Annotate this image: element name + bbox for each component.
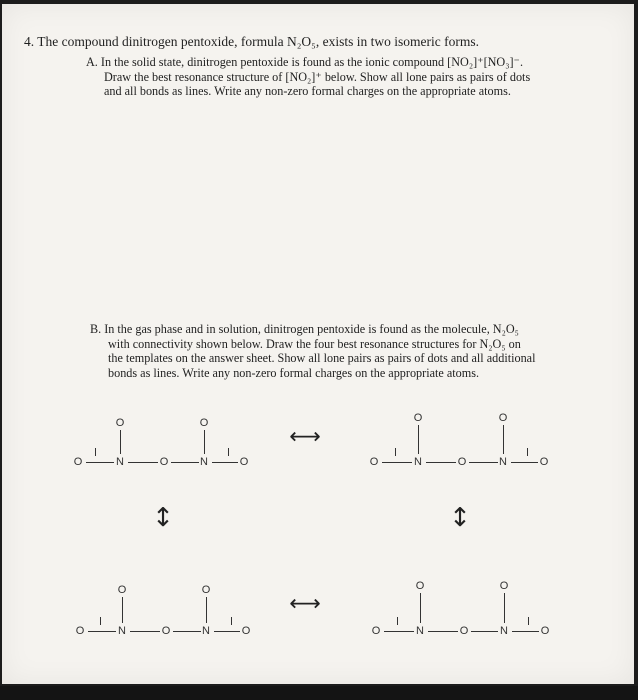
bond-line xyxy=(512,631,539,632)
nitrogen-atom: N xyxy=(200,456,208,468)
bond-line xyxy=(120,430,121,454)
oxygen-atom: O xyxy=(371,625,381,637)
oxygen-atom: O xyxy=(241,625,251,637)
oxygen-atom: O xyxy=(115,417,125,429)
bond-line xyxy=(428,631,458,632)
part-b-line-2: with connectivity shown below. Draw the four best resonance structures for N₂O₅ on xyxy=(108,336,521,351)
nitrogen-atom: N xyxy=(116,456,124,468)
bond-tick xyxy=(527,448,528,456)
bond-line xyxy=(171,462,199,463)
question-title: 4. The compound dinitrogen pentoxide, formula N₂O₅, exists in two isomeric forms. xyxy=(24,34,479,49)
oxygen-atom: O xyxy=(540,625,550,637)
bond-line xyxy=(212,462,238,463)
bond-tick xyxy=(100,617,101,625)
nitrogen-atom: N xyxy=(118,625,126,637)
part-b-text xyxy=(90,322,590,380)
oxygen-atom: O xyxy=(499,580,509,592)
bond-tick xyxy=(528,617,529,625)
part-a-line-1: A. In the solid state, dinitrogen pentoxide is found as the ionic compound [NO₂]⁺[NO₃]⁻. xyxy=(86,55,524,69)
oxygen-atom: O xyxy=(161,625,171,637)
bond-line xyxy=(469,462,498,463)
resonance-arrow-vertical: ↕ xyxy=(152,503,174,533)
bond-line xyxy=(418,425,419,454)
resonance-arrow-horizontal: ⟷ xyxy=(289,424,321,450)
nitrogen-atom: N xyxy=(202,625,210,637)
oxygen-atom: O xyxy=(117,584,127,596)
nitrogen-atom: N xyxy=(416,625,424,637)
oxygen-atom: O xyxy=(75,625,85,637)
bond-line xyxy=(382,462,412,463)
photo-bottom-edge xyxy=(0,686,638,700)
bond-line xyxy=(426,462,456,463)
nitrogen-atom: N xyxy=(414,456,422,468)
bond-line xyxy=(128,462,158,463)
bond-line xyxy=(511,462,538,463)
oxygen-atom: O xyxy=(413,412,423,424)
oxygen-atom: O xyxy=(239,456,249,468)
bond-line xyxy=(204,430,205,454)
resonance-arrow-horizontal: ⟷ xyxy=(289,591,321,617)
resonance-arrow-vertical: ↕ xyxy=(449,503,471,533)
bond-tick xyxy=(395,448,396,456)
bond-line xyxy=(503,425,504,454)
oxygen-atom: O xyxy=(199,417,209,429)
bond-line xyxy=(88,631,116,632)
bond-line xyxy=(420,593,421,623)
part-a-text xyxy=(86,55,586,99)
bond-line xyxy=(206,597,207,623)
oxygen-atom: O xyxy=(73,456,83,468)
bond-line xyxy=(504,593,505,623)
part-a-line-3: and all bonds as lines. Write any non-zero formal charges on the appropriate atoms. xyxy=(104,84,511,99)
bond-line xyxy=(471,631,498,632)
part-a-line-2: Draw the best resonance structure of [NO₂]⁺ below. Show all lone pairs as pairs of dots xyxy=(104,69,531,84)
oxygen-atom: O xyxy=(159,456,169,468)
oxygen-atom: O xyxy=(498,412,508,424)
part-b-line-3: the templates on the answer sheet. Show all lone pairs as pairs of dots and all additional xyxy=(108,351,536,366)
bond-line xyxy=(384,631,414,632)
bond-tick xyxy=(95,448,96,456)
nitrogen-atom: N xyxy=(499,456,507,468)
part-b-line-4: bonds as lines. Write any non-zero formal charges on the appropriate atoms. xyxy=(108,365,480,380)
oxygen-atom: O xyxy=(369,456,379,468)
bond-tick xyxy=(231,617,232,625)
bond-tick xyxy=(397,617,398,625)
oxygen-atom: O xyxy=(459,625,469,637)
oxygen-atom: O xyxy=(539,456,549,468)
bond-line xyxy=(86,462,114,463)
bond-tick xyxy=(228,448,229,456)
part-b-line-1: B. In the gas phase and in solution, dinitrogen pentoxide is found as the molecule, N₂O₅ xyxy=(90,322,519,336)
bond-line xyxy=(214,631,240,632)
nitrogen-atom: N xyxy=(500,625,508,637)
bond-line xyxy=(122,597,123,623)
oxygen-atom: O xyxy=(415,580,425,592)
oxygen-atom: O xyxy=(201,584,211,596)
bond-line xyxy=(130,631,160,632)
oxygen-atom: O xyxy=(457,456,467,468)
bond-line xyxy=(173,631,201,632)
